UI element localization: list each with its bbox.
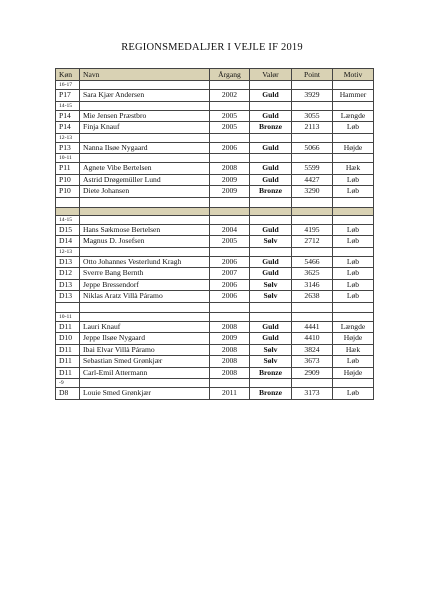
empty-cell <box>80 81 210 90</box>
age-group-label: 10-11 <box>56 312 80 321</box>
cell-motiv: Hammer <box>333 90 374 102</box>
table-row <box>56 163 374 175</box>
cell-navn: Agnete Vibe Bertelsen <box>80 163 210 175</box>
cell-argang: 2008 <box>210 163 250 175</box>
cell-valor: Guld <box>250 90 292 102</box>
cell-argang: 2008 <box>210 367 250 379</box>
empty-cell <box>333 133 374 142</box>
empty-cell <box>210 379 250 388</box>
age-group-row <box>56 133 374 142</box>
empty-cell <box>250 81 292 90</box>
empty-cell <box>250 197 292 207</box>
empty-cell <box>250 101 292 110</box>
empty-cell <box>80 302 210 312</box>
cell-kon: P17 <box>56 90 80 102</box>
cell-valor: Sølv <box>250 356 292 368</box>
empty-cell <box>80 379 210 388</box>
empty-cell <box>292 312 333 321</box>
cell-argang: 2006 <box>210 256 250 268</box>
cell-kon: P14 <box>56 122 80 134</box>
cell-point: 4410 <box>292 333 333 345</box>
table-row <box>56 344 374 356</box>
empty-cell <box>210 247 250 256</box>
age-group-row <box>56 81 374 90</box>
empty-cell <box>210 215 250 224</box>
table-row <box>56 224 374 236</box>
cell-argang: 2007 <box>210 268 250 280</box>
cell-kon: D13 <box>56 256 80 268</box>
empty-cell <box>210 197 250 207</box>
age-group-row <box>56 215 374 224</box>
table-row <box>56 256 374 268</box>
cell-motiv: Løb <box>333 122 374 134</box>
cell-point: 5466 <box>292 256 333 268</box>
cell-motiv: Hæk <box>333 163 374 175</box>
empty-cell <box>250 379 292 388</box>
cell-valor: Bronze <box>250 186 292 198</box>
cell-point: 4195 <box>292 224 333 236</box>
table-row <box>56 268 374 280</box>
cell-point: 4427 <box>292 174 333 186</box>
empty-cell <box>333 247 374 256</box>
empty-cell <box>250 207 292 215</box>
cell-motiv: Længde <box>333 321 374 333</box>
cell-point: 3673 <box>292 356 333 368</box>
empty-cell <box>333 302 374 312</box>
empty-cell <box>250 247 292 256</box>
age-group-row <box>56 154 374 163</box>
empty-cell <box>210 133 250 142</box>
table-row <box>56 142 374 154</box>
cell-argang: 2005 <box>210 122 250 134</box>
age-group-row <box>56 312 374 321</box>
cell-kon: D14 <box>56 236 80 248</box>
empty-cell <box>292 101 333 110</box>
cell-motiv: Højde <box>333 142 374 154</box>
cell-argang: 2005 <box>210 236 250 248</box>
cell-motiv: Løb <box>333 279 374 291</box>
cell-valor: Bronze <box>250 122 292 134</box>
cell-valor: Guld <box>250 333 292 345</box>
cell-kon: P10 <box>56 186 80 198</box>
cell-valor: Sølv <box>250 344 292 356</box>
cell-point: 2712 <box>292 236 333 248</box>
age-group-label: 10-11 <box>56 154 80 163</box>
empty-cell <box>80 312 210 321</box>
cell-argang: 2006 <box>210 142 250 154</box>
cell-motiv: Højde <box>333 367 374 379</box>
page-title: REGIONSMEDALJER I VEJLE IF 2019 <box>121 42 303 53</box>
cell-kon: D13 <box>56 279 80 291</box>
empty-cell <box>210 312 250 321</box>
cell-motiv: Løb <box>333 388 374 400</box>
header-navn: Navn <box>80 69 210 81</box>
cell-valor: Guld <box>250 256 292 268</box>
cell-navn: Hans Sækmose Bertelsen <box>80 224 210 236</box>
empty-cell <box>292 154 333 163</box>
cell-kon: D11 <box>56 344 80 356</box>
age-group-label: 12-13 <box>56 133 80 142</box>
empty-cell <box>56 207 80 215</box>
cell-motiv: Løb <box>333 224 374 236</box>
age-group-row <box>56 247 374 256</box>
empty-cell <box>333 81 374 90</box>
cell-navn: Jeppe Bressendorf <box>80 279 210 291</box>
cell-point: 3055 <box>292 110 333 122</box>
cell-point: 4441 <box>292 321 333 333</box>
empty-cell <box>292 207 333 215</box>
empty-cell <box>333 312 374 321</box>
cell-argang: 2006 <box>210 279 250 291</box>
empty-cell <box>210 101 250 110</box>
empty-cell <box>80 101 210 110</box>
table-body <box>56 81 374 400</box>
table-row <box>56 356 374 368</box>
cell-argang: 2008 <box>210 356 250 368</box>
empty-cell <box>250 154 292 163</box>
empty-cell <box>210 154 250 163</box>
cell-point: 3824 <box>292 344 333 356</box>
empty-cell <box>250 133 292 142</box>
age-group-label: 16-17 <box>56 81 80 90</box>
cell-argang: 2006 <box>210 291 250 303</box>
cell-motiv: Løb <box>333 236 374 248</box>
cell-navn: Carl-Emil Attermann <box>80 367 210 379</box>
age-group-label: 14-15 <box>56 101 80 110</box>
cell-kon: P10 <box>56 174 80 186</box>
empty-cell <box>333 101 374 110</box>
empty-cell <box>333 154 374 163</box>
cell-motiv: Løb <box>333 256 374 268</box>
cell-argang: 2008 <box>210 321 250 333</box>
table-row <box>56 186 374 198</box>
cell-valor: Guld <box>250 163 292 175</box>
cell-argang: 2009 <box>210 174 250 186</box>
empty-cell <box>210 302 250 312</box>
cell-navn: Finja Knauf <box>80 122 210 134</box>
empty-cell <box>292 379 333 388</box>
cell-argang: 2009 <box>210 186 250 198</box>
cell-navn: Magnus D. Josefsen <box>80 236 210 248</box>
table-row <box>56 388 374 400</box>
table-header-row <box>56 69 374 81</box>
blank-row <box>56 197 374 207</box>
table-row <box>56 291 374 303</box>
cell-kon: D11 <box>56 367 80 379</box>
empty-cell <box>292 81 333 90</box>
cell-kon: D13 <box>56 291 80 303</box>
cell-navn: Diete Johansen <box>80 186 210 198</box>
cell-valor: Guld <box>250 142 292 154</box>
cell-argang: 2008 <box>210 344 250 356</box>
medal-table <box>55 68 374 400</box>
cell-valor: Sølv <box>250 236 292 248</box>
cell-valor: Sølv <box>250 279 292 291</box>
table-row <box>56 367 374 379</box>
empty-cell <box>292 215 333 224</box>
cell-point: 3173 <box>292 388 333 400</box>
header-point: Point <box>292 69 333 81</box>
cell-navn: Sverre Bang Bernth <box>80 268 210 280</box>
empty-cell <box>210 81 250 90</box>
cell-kon: P13 <box>56 142 80 154</box>
age-group-row <box>56 379 374 388</box>
cell-point: 5599 <box>292 163 333 175</box>
cell-kon: D11 <box>56 321 80 333</box>
age-group-row <box>56 101 374 110</box>
empty-cell <box>333 207 374 215</box>
cell-valor: Guld <box>250 321 292 333</box>
header-argang: Årgang <box>210 69 250 81</box>
cell-argang: 2009 <box>210 333 250 345</box>
cell-navn: Ibai Elvar Villà Páramo <box>80 344 210 356</box>
cell-kon: P11 <box>56 163 80 175</box>
cell-valor: Bronze <box>250 367 292 379</box>
empty-cell <box>80 154 210 163</box>
cell-valor: Sølv <box>250 291 292 303</box>
cell-motiv: Løb <box>333 186 374 198</box>
empty-cell <box>333 379 374 388</box>
empty-cell <box>80 133 210 142</box>
cell-point: 3625 <box>292 268 333 280</box>
table-row <box>56 122 374 134</box>
empty-cell <box>80 215 210 224</box>
cell-valor: Guld <box>250 224 292 236</box>
table-row <box>56 174 374 186</box>
cell-motiv: Længde <box>333 110 374 122</box>
empty-cell <box>250 215 292 224</box>
empty-cell <box>292 197 333 207</box>
empty-cell <box>333 215 374 224</box>
cell-navn: Jeppe Ilsøe Nygaard <box>80 333 210 345</box>
cell-navn: Louie Smed Grønkjær <box>80 388 210 400</box>
cell-point: 2113 <box>292 122 333 134</box>
cell-kon: D11 <box>56 356 80 368</box>
cell-argang: 2004 <box>210 224 250 236</box>
cell-motiv: Højde <box>333 333 374 345</box>
header-kon: Køn <box>56 69 80 81</box>
cell-valor: Bronze <box>250 388 292 400</box>
cell-kon: D15 <box>56 224 80 236</box>
cell-argang: 2002 <box>210 90 250 102</box>
empty-cell <box>56 197 80 207</box>
cell-point: 3146 <box>292 279 333 291</box>
cell-motiv: Hæk <box>333 344 374 356</box>
table-row <box>56 333 374 345</box>
cell-navn: Astrid Drøgemüller Lund <box>80 174 210 186</box>
cell-motiv: Løb <box>333 356 374 368</box>
cell-navn: Nanna Ilsøe Nygaard <box>80 142 210 154</box>
cell-navn: Lauri Knauf <box>80 321 210 333</box>
cell-argang: 2011 <box>210 388 250 400</box>
cell-point: 2909 <box>292 367 333 379</box>
section-divider-row <box>56 207 374 215</box>
cell-navn: Sebastian Smed Grønkjær <box>80 356 210 368</box>
header-motiv: Motiv <box>333 69 374 81</box>
age-group-label: 12-13 <box>56 247 80 256</box>
cell-kon: D10 <box>56 333 80 345</box>
empty-cell <box>333 197 374 207</box>
empty-cell <box>210 207 250 215</box>
cell-navn: Sara Kjær Andersen <box>80 90 210 102</box>
cell-point: 3929 <box>292 90 333 102</box>
blank-row <box>56 302 374 312</box>
cell-navn: Otto Johannes Vesterlund Kragh <box>80 256 210 268</box>
empty-cell <box>250 302 292 312</box>
cell-kon: D12 <box>56 268 80 280</box>
cell-valor: Guld <box>250 268 292 280</box>
empty-cell <box>56 302 80 312</box>
age-group-label: 14-15 <box>56 215 80 224</box>
empty-cell <box>80 247 210 256</box>
table-row <box>56 321 374 333</box>
table-row <box>56 90 374 102</box>
cell-valor: Guld <box>250 174 292 186</box>
cell-motiv: Løb <box>333 268 374 280</box>
cell-argang: 2005 <box>210 110 250 122</box>
table-row <box>56 236 374 248</box>
empty-cell <box>292 133 333 142</box>
cell-point: 2638 <box>292 291 333 303</box>
age-group-label: -9 <box>56 379 80 388</box>
cell-point: 3290 <box>292 186 333 198</box>
empty-cell <box>80 197 210 207</box>
cell-navn: Niklas Aratz Villà Páramo <box>80 291 210 303</box>
cell-point: 5066 <box>292 142 333 154</box>
cell-motiv: Løb <box>333 291 374 303</box>
table-row <box>56 110 374 122</box>
cell-valor: Guld <box>250 110 292 122</box>
empty-cell <box>292 247 333 256</box>
table-row <box>56 279 374 291</box>
cell-kon: D8 <box>56 388 80 400</box>
cell-kon: P14 <box>56 110 80 122</box>
cell-navn: Mie Jensen Præstbro <box>80 110 210 122</box>
cell-motiv: Løb <box>333 174 374 186</box>
header-valor: Valør <box>250 69 292 81</box>
empty-cell <box>292 302 333 312</box>
empty-cell <box>80 207 210 215</box>
empty-cell <box>250 312 292 321</box>
